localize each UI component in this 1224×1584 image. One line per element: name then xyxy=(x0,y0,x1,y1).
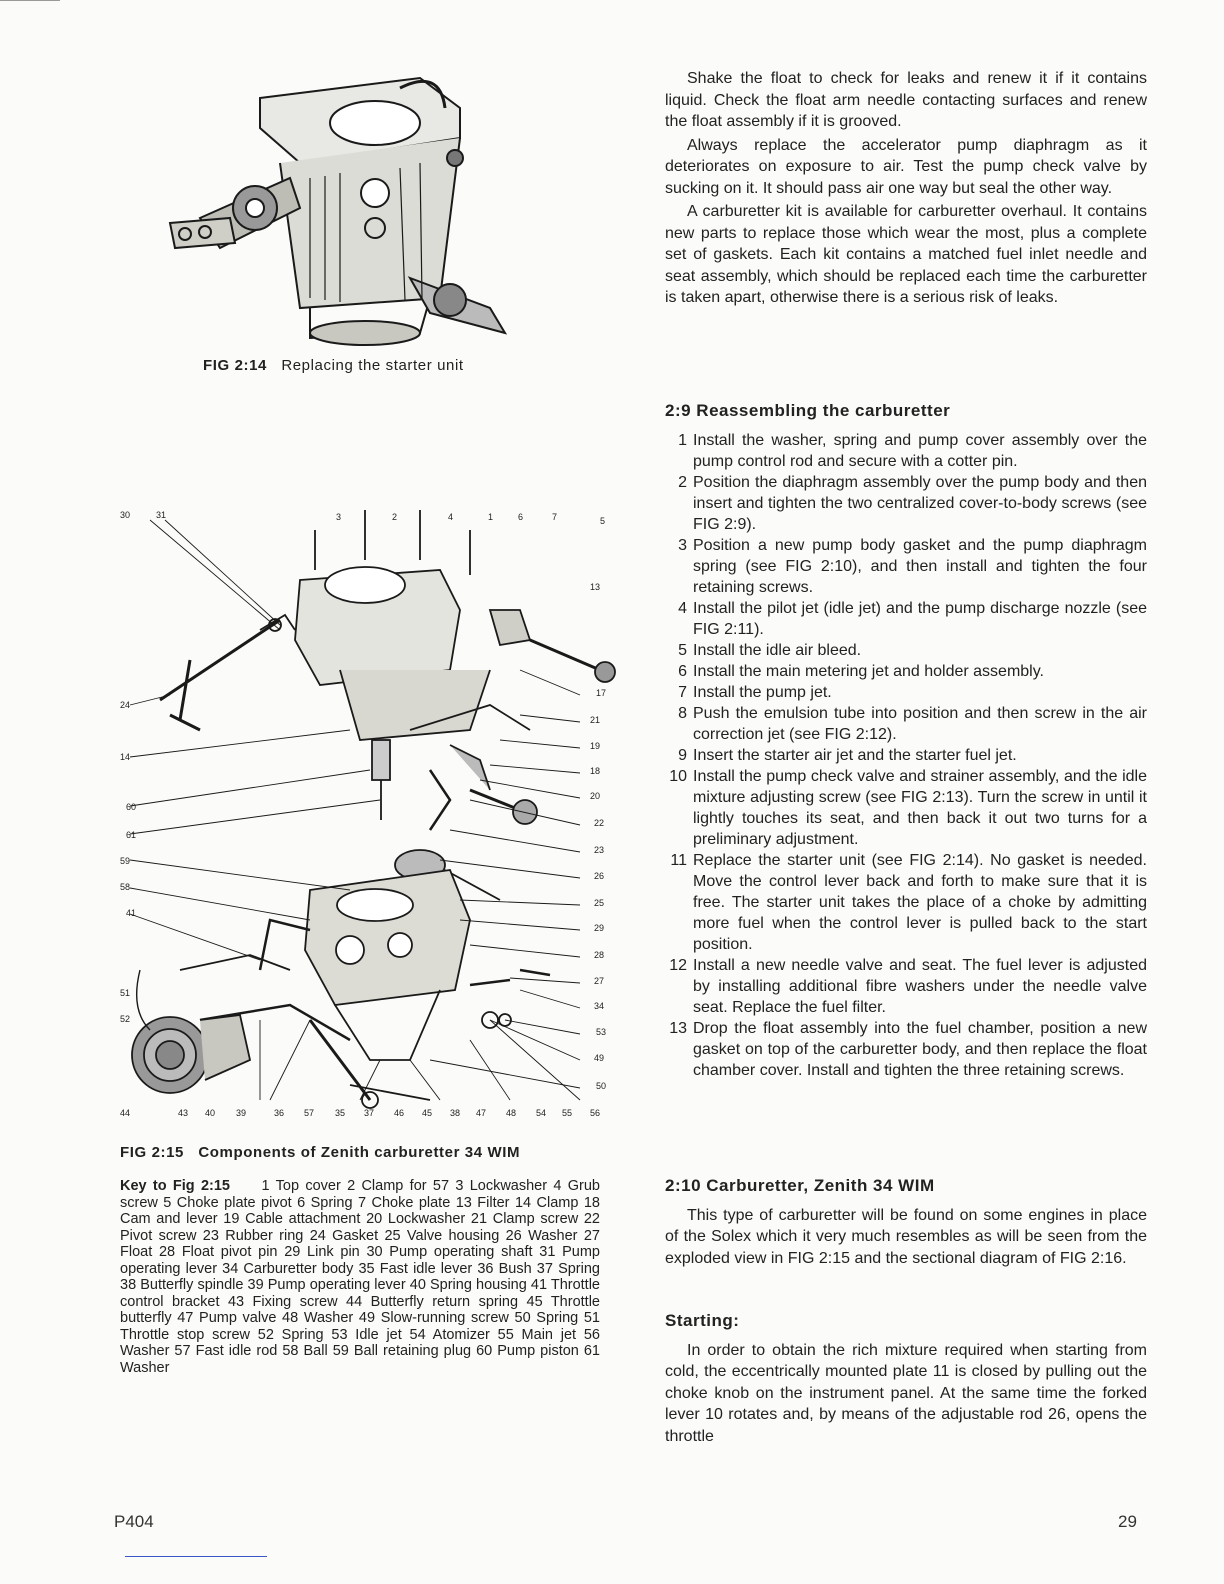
callout-label: 31 xyxy=(156,510,167,520)
callout-label: 40 xyxy=(205,1108,216,1118)
callout-label: 55 xyxy=(562,1108,573,1118)
step-item: 13 Drop the float assembly into the fuel chamber, position a new gasket on top of the carburetter body, and then replace the float chamber cover. Install and tighten the three retaining screws. xyxy=(669,1019,1147,1079)
callout-label: 14 xyxy=(120,752,131,762)
callout-label: 35 xyxy=(335,1108,346,1118)
fig15-caption xyxy=(120,1144,520,1161)
callout-label: 36 xyxy=(274,1108,285,1118)
reassembly-steps xyxy=(665,430,1147,1081)
callout-label: 4 xyxy=(448,512,454,522)
intro-paragraph: A carburetter kit is available for carburetter overhaul. It contains new parts to replace those which wear the most, plus a complete set of gaskets. Each kit contains a matched fuel inlet needle and seat assembly, which should be replaced each time the carburetter is taken apart, otherwise there is a serious risk of leaks. xyxy=(665,203,1147,306)
callout-label: 3 xyxy=(336,512,342,522)
callout-label: 60 xyxy=(126,802,137,812)
callout-label: 59 xyxy=(120,856,131,866)
callout-label: 54 xyxy=(536,1108,547,1118)
callout-label: 52 xyxy=(120,1014,131,1024)
callout-label: 21 xyxy=(590,715,601,725)
step-item: 11 Replace the starter unit (see FIG 2:14). No gasket is needed. Move the control lever back and forth to make sure that it is free. The starter unit takes the place of a choke by admitting more fuel when the control lever is pulled back to the start position. xyxy=(670,851,1147,953)
callout-label: 29 xyxy=(594,923,605,933)
callout-label: 57 xyxy=(304,1108,315,1118)
callout-label: 47 xyxy=(476,1108,487,1118)
callout-label: 20 xyxy=(590,791,601,801)
callout-label: 6 xyxy=(518,512,524,522)
fig15-caption-id: FIG 2:15 xyxy=(120,1144,184,1161)
callout-label: 50 xyxy=(596,1081,607,1091)
fig15-key xyxy=(120,1178,600,1376)
callout-label: 56 xyxy=(590,1108,601,1118)
callout-label: 43 xyxy=(178,1108,189,1118)
step-item: 4 Install the pilot jet (idle jet) and the pump discharge nozzle (see FIG 2:11). xyxy=(678,599,1147,638)
footer-rule xyxy=(125,1556,267,1557)
zenith-exploded-view xyxy=(110,500,620,1130)
fig15-caption-text: Components of Zenith carburetter 34 WIM xyxy=(198,1144,521,1161)
callout-label: 19 xyxy=(590,741,601,751)
callout-label: 13 xyxy=(590,582,601,592)
starting-paragraph: In order to obtain the rich mixture required when starting from cold, the eccentrically mounted plate 11 is closed by pulling out the choke knob on the instrument panel. At the same time the forked lever 10 rotates and, by means of the adjustable rod 26, opens the throttle xyxy=(665,1341,1147,1445)
fig14-caption-text: Replacing the starter unit xyxy=(281,357,464,374)
callout-label: 7 xyxy=(552,512,558,522)
step-item: 1 Install the washer, spring and pump cover assembly over the pump control rod and secure with a cotter pin. xyxy=(678,431,1147,470)
callout-label: 46 xyxy=(394,1108,405,1118)
callout-label: 30 xyxy=(120,510,131,520)
step-item: 7 Install the pump jet. xyxy=(678,683,832,701)
callout-label: 18 xyxy=(590,766,601,776)
callout-label: 5 xyxy=(600,516,606,526)
step-item: 6 Install the main metering jet and holder assembly. xyxy=(678,662,1044,680)
key-text: 1 Top cover 2 Clamp for 57 3 Lockwasher 4 Grub screw 5 Choke plate pivot 6 Spring 7 Choke plate 13 Filter 14 Clamp 18 Cam and lever 19 Cable attachment 20 Lockwasher 21 Clamp screw 22 Pivot screw 23 Rubber ring 24 Gasket 25 Valve housing 26 Washer 27 Float 28 Float pivot pin 29 Link pin 30 Pump operating shaft 31 Pump operating lever 34 Carburetter body 35 Fast idle lever 36 Bush 37 Spring 38 Butterfly spindle 39 Pump operating lever 40 Spring housing 41 Throttle control bracket 43 Fixing screw 44 Butterfly return spring 45 Throttle butterfly 47 Pump valve 48 Washer 49 Slow-running screw 50 Spring 51 Throttle stop screw 52 Spring 53 Idle jet 54 Atomizer 55 Main jet 56 Washer 57 Fast idle rod 58 Ball 59 Ball retaining plug 60 Pump piston 61 Washer xyxy=(120,1178,600,1376)
section-2-10-paragraph: This type of carburetter will be found on some engines in place of the Solex which it very much resembles as will be seen from the exploded view in FIG 2:15 and the sectional diagram of FIG 2:16. xyxy=(665,1206,1147,1267)
callout-label: 53 xyxy=(596,1027,607,1037)
callout-label: 28 xyxy=(594,950,605,960)
intro-paragraph: Always replace the accelerator pump diaphragm as it deteriorates on exposure to air. Test the pump check valve by sucking on it. It should pass air one way but seal the other way. xyxy=(665,136,1147,197)
section-2-9 xyxy=(665,400,1147,1081)
callout-label: 41 xyxy=(126,908,137,918)
callout-label: 26 xyxy=(594,871,605,881)
key-title: Key to Fig 2:15 xyxy=(120,1178,230,1194)
callout-label: 61 xyxy=(126,830,137,840)
starting-section xyxy=(665,1310,1147,1449)
callout-label: 38 xyxy=(450,1108,461,1118)
callout-label: 23 xyxy=(594,845,605,855)
callout-label: 27 xyxy=(594,976,605,986)
callout-label: 22 xyxy=(594,818,605,828)
callout-label: 34 xyxy=(594,1001,605,1011)
starter-unit-illustration xyxy=(160,68,530,350)
callout-label: 58 xyxy=(120,882,131,892)
section-2-9-heading: 2:9 Reassembling the carburetter xyxy=(665,401,951,420)
callout-label: 39 xyxy=(236,1108,247,1118)
callout-label: 51 xyxy=(120,988,131,998)
step-item: 2 Position the diaphragm assembly over the pump body and then insert and tighten the two centralized cover-to-body screws (see FIG 2:9). xyxy=(678,473,1147,533)
callout-label: 45 xyxy=(422,1108,433,1118)
intro-text xyxy=(665,68,1147,311)
footer-left: P404 xyxy=(114,1512,154,1531)
step-item: 5 Install the idle air bleed. xyxy=(678,641,862,659)
callout-label: 25 xyxy=(594,898,605,908)
page-number: 29 xyxy=(1118,1512,1137,1531)
section-2-10-heading: 2:10 Carburetter, Zenith 34 WIM xyxy=(665,1176,935,1195)
callout-label: 1 xyxy=(488,512,494,522)
top-edge-line xyxy=(0,0,60,1)
step-item: 10 Install the pump check valve and strainer assembly, and the idle mixture adjusting screw (see FIG 2:13). Turn the screw in until it lightly touches its seat, and then back it out two turns for a preliminary adjustment. xyxy=(669,767,1147,848)
fig14-caption-id: FIG 2:14 xyxy=(203,357,267,374)
step-item: 8 Push the emulsion tube into position and then screw in the air correction jet (see FIG 2:12). xyxy=(678,704,1147,743)
step-item: 9 Insert the starter air jet and the starter fuel jet. xyxy=(678,746,1017,764)
callout-label: 2 xyxy=(392,512,398,522)
callout-label: 44 xyxy=(120,1108,131,1118)
starting-heading: Starting: xyxy=(665,1311,740,1330)
fig14-caption xyxy=(203,357,464,374)
section-2-10 xyxy=(665,1175,1147,1271)
callout-label: 24 xyxy=(120,700,131,710)
step-item: 12 Install a new needle valve and seat. The fuel lever is adjusted by installing additional fibre washers under the needle valve seat. Replace the fuel filter. xyxy=(669,956,1147,1016)
callout-label: 37 xyxy=(364,1108,375,1118)
callout-label: 49 xyxy=(594,1053,605,1063)
step-item: 3 Position a new pump body gasket and the pump diaphragm spring (see FIG 2:10), and then install and tighten the four retaining screws. xyxy=(678,536,1147,596)
callout-label: 17 xyxy=(596,688,607,698)
callout-label: 48 xyxy=(506,1108,517,1118)
intro-paragraph: Shake the float to check for leaks and renew it if it contains liquid. Check the float arm needle contacting surfaces and renew the float assembly if it is grooved. xyxy=(665,70,1147,130)
